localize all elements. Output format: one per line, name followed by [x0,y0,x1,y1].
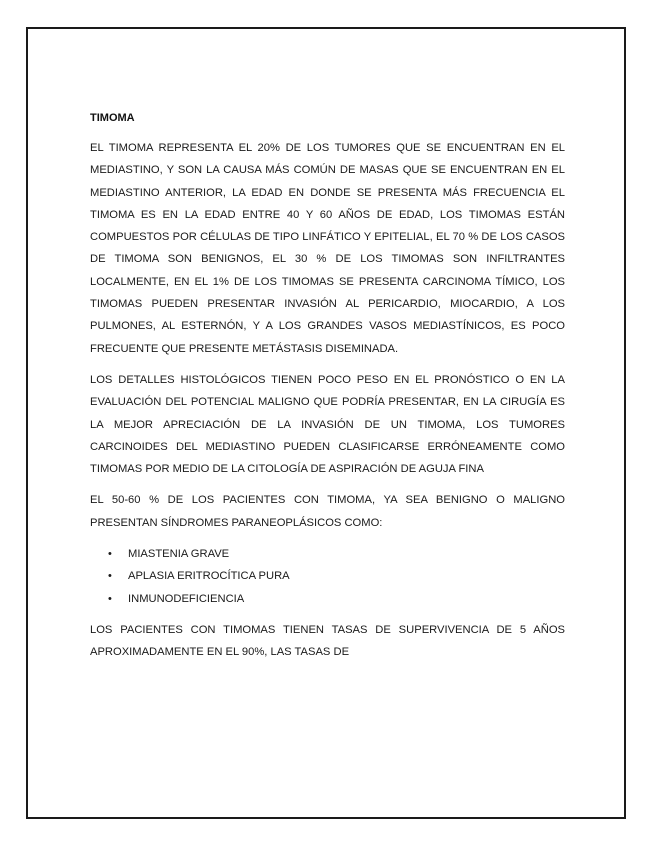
paragraph-histology: LOS DETALLES HISTOLÓGICOS TIENEN POCO PESO EN EL PRONÓSTICO O EN LA EVALUACIÓN DEL POTENCIAL MALIGNO QUE PODRÍA PRESENTAR, EN LA CIRUGÍA ES LA MEJOR APRECIACIÓN DE LA INVASIÓN DE UN TIMOMA, LOS TUMORES CARCINOIDES DEL MEDIASTINO PUEDEN CLASIFICARSE ERRÓNEAMENTE COMO TIMOMAS POR MEDIO DE LA CITOLOGÍA DE ASPIRACIÓN DE AGUJA FINA [90,373,565,476]
paragraph-survival: LOS PACIENTES CON TIMOMAS TIENEN TASAS DE SUPERVIVENCIA DE 5 AÑOS APROXIMADAMENTE EN EL 90%, LAS TASAS DE [90,623,565,659]
list-item-label: APLASIA ERITROCÍTICA PURA [128,570,290,583]
list-item [90,588,565,610]
document-page [26,27,626,819]
list-item-label: INMUNODEFICIENCIA [128,592,245,605]
bullet-icon: • [108,592,112,605]
list-item [90,565,565,587]
list-item-label: MIASTENIA GRAVE [128,548,230,561]
paragraph-syndromes: EL 50-60 % DE LOS PACIENTES CON TIMOMA, YA SEA BENIGNO O MALIGNO PRESENTAN SÍNDROMES PARANEOPLÁSICOS COMO: [90,494,565,529]
syndrome-list [90,543,565,610]
page-content [90,91,565,664]
bullet-icon: • [108,548,112,561]
paragraph-intro: EL TIMOMA REPRESENTA EL 20% DE LOS TUMORES QUE SE ENCUENTRAN EN EL MEDIASTINO, Y SON LA CAUSA MÁS COMÚN DE MASAS QUE SE ENCUENTRAN EN EL MEDIASTINO ANTERIOR, LA EDAD EN DONDE SE PRESENTA MÁS FRECUENCIA EL TIMOMA ES EN LA EDAD ENTRE 40 Y 60 AÑOS DE EDAD, LOS TIMOMAS ESTÁN COMPUESTOS POR CÉLULAS DE TIPO LINFÁTICO Y EPITELIAL, EL 70 % DE LOS CASOS DE TIMOMA SON BENIGNOS, EL 30 % DE LOS TIMOMAS SON INFILTRANTES LOCALMENTE, EN EL 1% DE LOS TIMOMAS SE PRESENTA CARCINOMA TÍMICO, LOS TIMOMAS PUEDEN PRESENTAR INVASIÓN AL PERICARDIO, MIOCARDIO, A LOS PULMONES, AL ESTERNÓN, Y A LOS GRANDES VASOS MEDIASTÍNICOS, ES POCO FRECUENTE QUE PRESENTE METÁSTASIS DISEMINADA. [90,142,565,355]
list-item [90,543,565,565]
bullet-icon: • [108,570,112,583]
document-title: TIMOMA [90,112,135,124]
